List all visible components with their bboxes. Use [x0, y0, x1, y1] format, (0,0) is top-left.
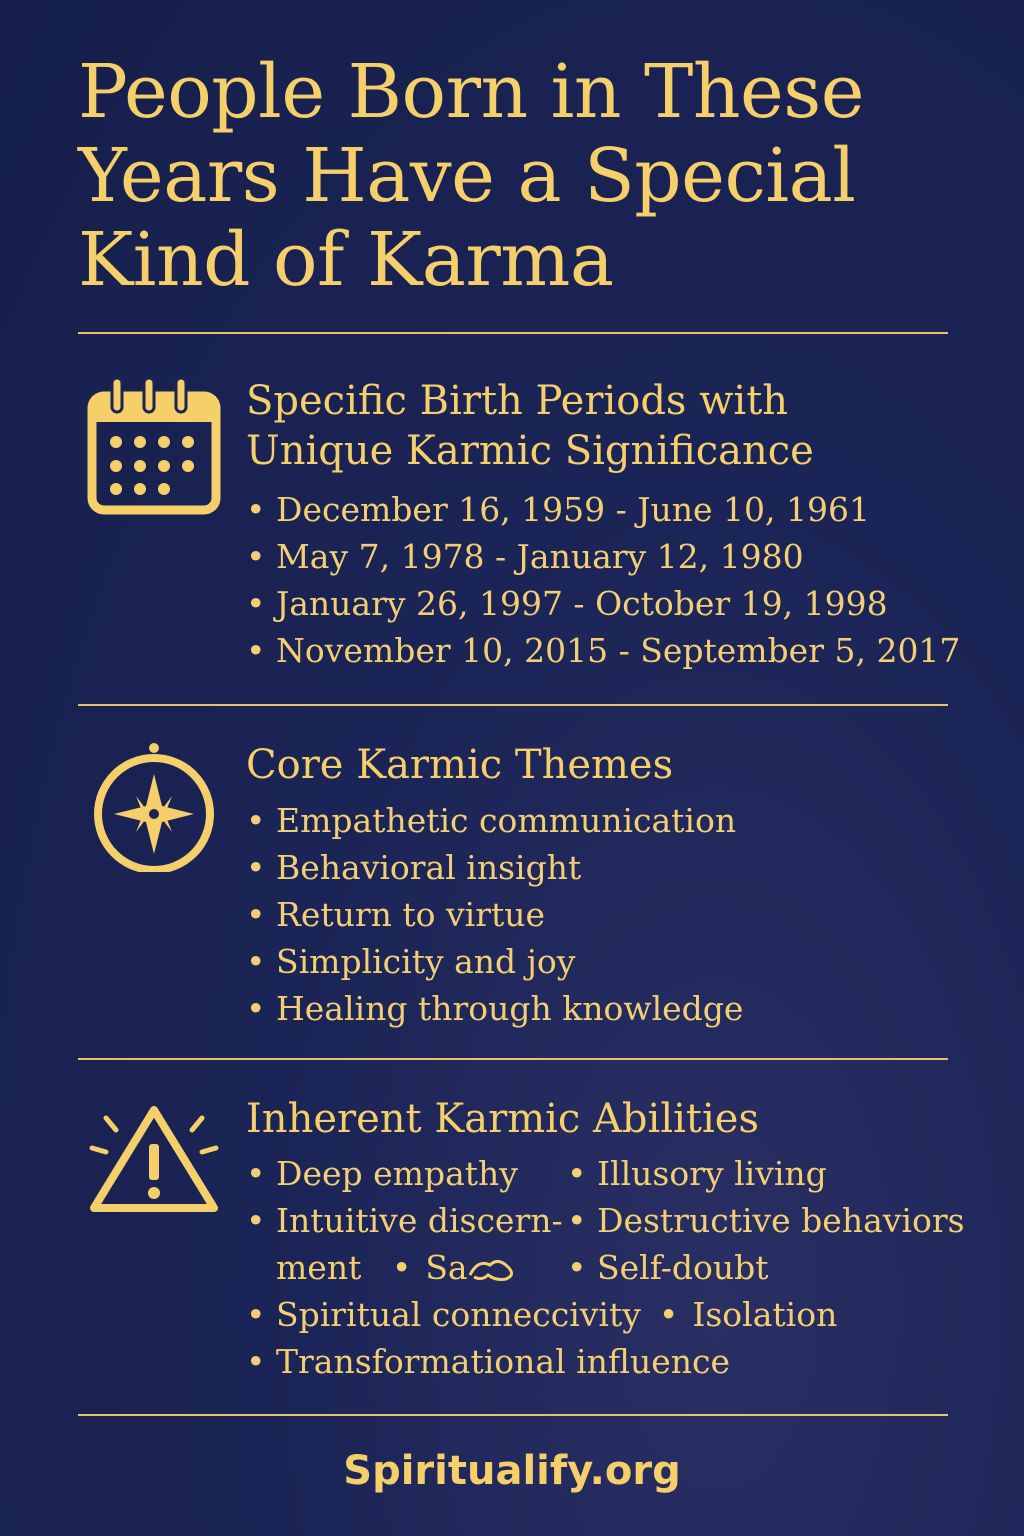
list-item: • Return to virtue — [246, 891, 743, 938]
list-item-text: Spiritual conneccivity — [276, 1295, 641, 1334]
list-item: • Deep empathy — [246, 1150, 563, 1197]
section-heading-birth-periods: Specific Birth Periods with Unique Karmic Significance — [246, 378, 814, 474]
warning-icon — [86, 1104, 222, 1216]
calendar-icon — [86, 376, 222, 516]
footer-site-name: Spiritualify.org — [343, 1448, 681, 1494]
list-item: • Simplicity and joy — [246, 938, 743, 985]
garbled-item: Sa — [425, 1248, 468, 1287]
abilities-left-list-2 — [246, 1291, 837, 1385]
abilities-left-list — [246, 1150, 563, 1244]
list-item-continuation: ment — [276, 1248, 362, 1287]
list-item: • Illusory living — [567, 1150, 965, 1197]
divider — [78, 1058, 948, 1060]
abilities-right-list — [567, 1150, 965, 1291]
list-item: • Destructive behaviors — [567, 1197, 965, 1244]
list-item: • May 7, 1978 - January 12, 1980 — [246, 533, 960, 580]
section-heading-core-themes: Core Karmic Themes — [246, 742, 674, 788]
compass-icon — [90, 742, 220, 872]
list-item: • December 16, 1959 - June 10, 1961 — [246, 486, 960, 533]
birth-periods-list — [246, 486, 960, 674]
divider — [78, 332, 948, 334]
list-item: • Transformational influence — [246, 1338, 837, 1385]
divider — [78, 704, 948, 706]
list-item: • Empathetic communication — [246, 797, 743, 844]
divider — [78, 1414, 948, 1416]
list-item: • November 10, 2015 - September 5, 2017 — [246, 627, 960, 674]
list-item: • Intuitive discern- — [246, 1197, 563, 1244]
scribble-icon — [468, 1248, 518, 1276]
continuation-row: ment • Sa — [276, 1244, 518, 1291]
section-heading-abilities: Inherent Karmic Abilities — [246, 1096, 759, 1142]
list-item: • January 26, 1997 - October 19, 1998 — [246, 580, 960, 627]
list-item-text: Isolation — [692, 1295, 838, 1334]
list-item: • Spiritual conneccivity • Isolation — [246, 1291, 837, 1338]
list-item: • Behavioral insight — [246, 844, 743, 891]
list-item: • Healing through knowledge — [246, 985, 743, 1032]
core-themes-list — [246, 797, 743, 1032]
page-title: People Born in These Years Have a Special Kind of Karma — [78, 49, 865, 303]
list-item: • Self-doubt — [567, 1244, 965, 1291]
